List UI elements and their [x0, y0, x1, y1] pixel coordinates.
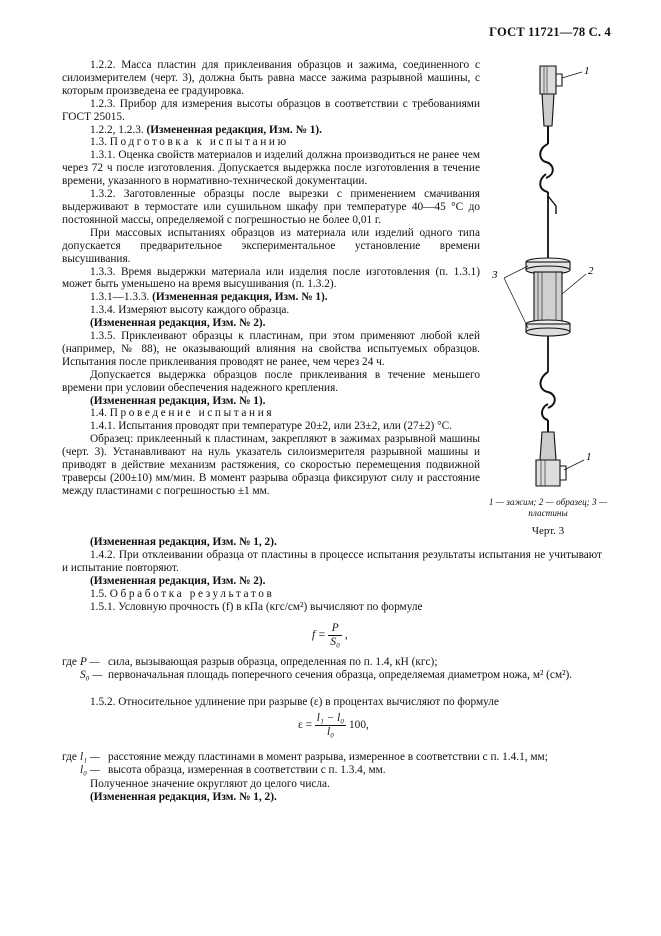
paragraph-1-3-3: 1.3.3. Время выдержки материала или изделия после изготовления (п. 1.3.1) может быть уменьшено на время высушивания (п. 1.3.2). [62, 265, 480, 291]
section-heading-1-3 [62, 136, 480, 149]
formula-denominator: l₀ [326, 725, 335, 738]
change-note: (Измененная редакция, Изм. № 1, 2). [90, 790, 277, 803]
formula-elongation [298, 712, 369, 739]
figure-caption: Черт. 3 [531, 525, 565, 537]
formula-tail: 100, [349, 719, 369, 731]
figure-drawing [486, 56, 606, 496]
clause-ref: 1.2.2, 1.2.3. [90, 123, 144, 136]
section-title: Обработка результатов [109, 587, 275, 600]
page-header: ГОСТ 11721—78 С. 4 [489, 25, 611, 39]
paragraph-1-3-1: 1.3.1. Оценка свойств материалов и изделий должна производиться не ранее чем через 72 ч после изготовления. Допускается выдержка после изготовления в течение времени, указанного в нормативно-технической документации. [62, 149, 480, 188]
definition-symbol: S₀ — [80, 668, 103, 681]
definition-text: расстояние между пластинами в момент разрыва, измеренное в соответствии с п. 1.4.1, мм; [108, 751, 548, 763]
definition-row [62, 764, 602, 777]
formula-denominator: S₀ [330, 635, 340, 648]
definition-symbol: l₁ — [80, 751, 100, 763]
formula-fraction [328, 622, 342, 649]
section-1-4-tail [62, 536, 602, 613]
section-number: 1.4. [90, 407, 107, 420]
figure-label: 3 [492, 269, 498, 281]
definitions-2 [62, 751, 602, 777]
change-note: (Измененная редакция, Изм. № 1). [90, 394, 266, 407]
paragraph-1-4-1: 1.4.1. Испытания проводят при температуре 20±2, или 23±2, или (27±2) °С. [90, 420, 452, 433]
paragraph-1-3-2: 1.3.2. Заготовленные образцы после вырезки с применением смачивания выдерживают в термостате или сушильном шкафу при температуре 40—45 °С до постоянной массы, определяемой с погрешностью не более 0,01 г. [62, 188, 480, 226]
definition-row [62, 751, 602, 764]
definition-text: высота образца, измеренная в соответствии с п. 1.3.4, мм. [108, 763, 386, 776]
paragraph-1-2-3: 1.2.3. Прибор для измерения высоты образцов в соответствии с требованиями ГОСТ 25015. [62, 97, 480, 123]
section-1-5-2 [62, 696, 602, 709]
change-note [62, 291, 480, 304]
section-number: 1.5. [90, 587, 107, 600]
section-heading-1-5 [62, 588, 602, 601]
clause-ref: 1.3.1—1.3.3. [90, 291, 150, 304]
definition-lead: где [62, 656, 77, 668]
paragraph-rounding: Полученное значение округляют до целого числа. [90, 778, 330, 790]
paragraph-allow: Допускается выдержка образцов после приклеивания в течение меньшего времени при условии обеспечения надежного крепления. [62, 368, 480, 394]
definition-text: первоначальная площадь поперечного сечения образца, определяемая диаметром ножа, м² (см²). [108, 668, 573, 681]
change-note: (Измененная редакция, Изм. № 2). [90, 574, 266, 587]
figure-legend: 1 — зажим; 2 — образец; 3 — пластины [488, 497, 608, 518]
change-note: (Измененная редакция, Изм. № 2). [90, 317, 266, 330]
formula-strength [312, 622, 348, 649]
change-note [62, 124, 480, 137]
closing-block [62, 778, 602, 804]
formula-lhs: ε = [298, 719, 312, 731]
figure-label: 2 [588, 265, 594, 277]
section-number: 1.3. [90, 136, 107, 149]
formula-lhs: f = [312, 629, 326, 641]
section-heading-1-4 [62, 407, 480, 420]
change-note: (Измененная редакция, Изм. № 1, 2). [90, 536, 277, 548]
paragraph-1-5-2: 1.5.2. Относительное удлинение при разрыве (ε) в процентах вычисляют по формуле [90, 696, 499, 708]
paragraph-mass-tests: При массовых испытаниях образцов из материала или изделий одного типа допускается предварительное экспериментальное установление времени высушивания. [62, 226, 480, 265]
definition-row [62, 669, 602, 682]
paragraph-1-2-2: 1.2.2. Масса пластин для приклеивания образцов и зажима, соединенного с силоизмерителем (черт. 3), должна быть равна массе зажима разрывной машины, с которым произведена ее градуировка. [62, 59, 480, 97]
formula-tail: , [344, 629, 348, 641]
figure-label: 1 [584, 65, 590, 77]
figure-label: 1 [586, 451, 592, 463]
section-1-2-block [62, 59, 480, 498]
definition-text: сила, вызывающая разрыв образца, определенная по п. 1.4, кН (кгс); [108, 656, 438, 668]
definition-symbol: P — [80, 656, 100, 668]
definition-lead [62, 764, 80, 777]
change-note-text: (Измененная редакция, Изм. № 1). [152, 291, 328, 304]
paragraph-1-5-1: 1.5.1. Условную прочность (f) в кПа (кгс/см²) вычисляют по формуле [90, 600, 423, 613]
change-note-text: (Измененная редакция, Изм. № 1). [146, 123, 322, 136]
section-title: Проведение испытания [109, 407, 275, 420]
paragraph-1-4-2: 1.4.2. При отклеивании образца от пластины в процессе испытания результаты испытания не учитывают и испытание повторяют. [62, 548, 602, 574]
formula-numerator: P [328, 622, 342, 636]
definitions-1 [62, 656, 602, 682]
definition-row [62, 656, 602, 669]
section-title: Подготовка к испытанию [109, 136, 289, 149]
definition-lead [62, 669, 80, 682]
paragraph-1-3-4: 1.3.4. Измеряют высоту каждого образца. [90, 304, 290, 317]
formula-numerator: l₁ − l₀ [316, 712, 345, 724]
definition-lead: где [62, 751, 77, 763]
formula-fraction [315, 712, 346, 739]
definition-symbol: l₀ — [80, 763, 100, 776]
paragraph-sample: Образец: приклеенный к пластинам, закрепляют в зажимах разрывной машины (черт. 3). Устанавливают на нуль указатель силоизмерителя разрывной машины и приводят в действие механизм растяжения, со скоростью перемещения подвижной траверсы (200±10) мм/мин. В момент разрыва образца фиксируют силу и расстояние между пластинами с погрешностью ±1 мм. [62, 433, 480, 497]
paragraph-1-3-5: 1.3.5. Приклеивают образцы к пластинам, при этом применяют любой клей (например, № 88), не оказывающий влияния на свойства испытуемых образцов. Испытания после приклеивания проводят не ранее, чем через 24 ч. [62, 330, 480, 368]
